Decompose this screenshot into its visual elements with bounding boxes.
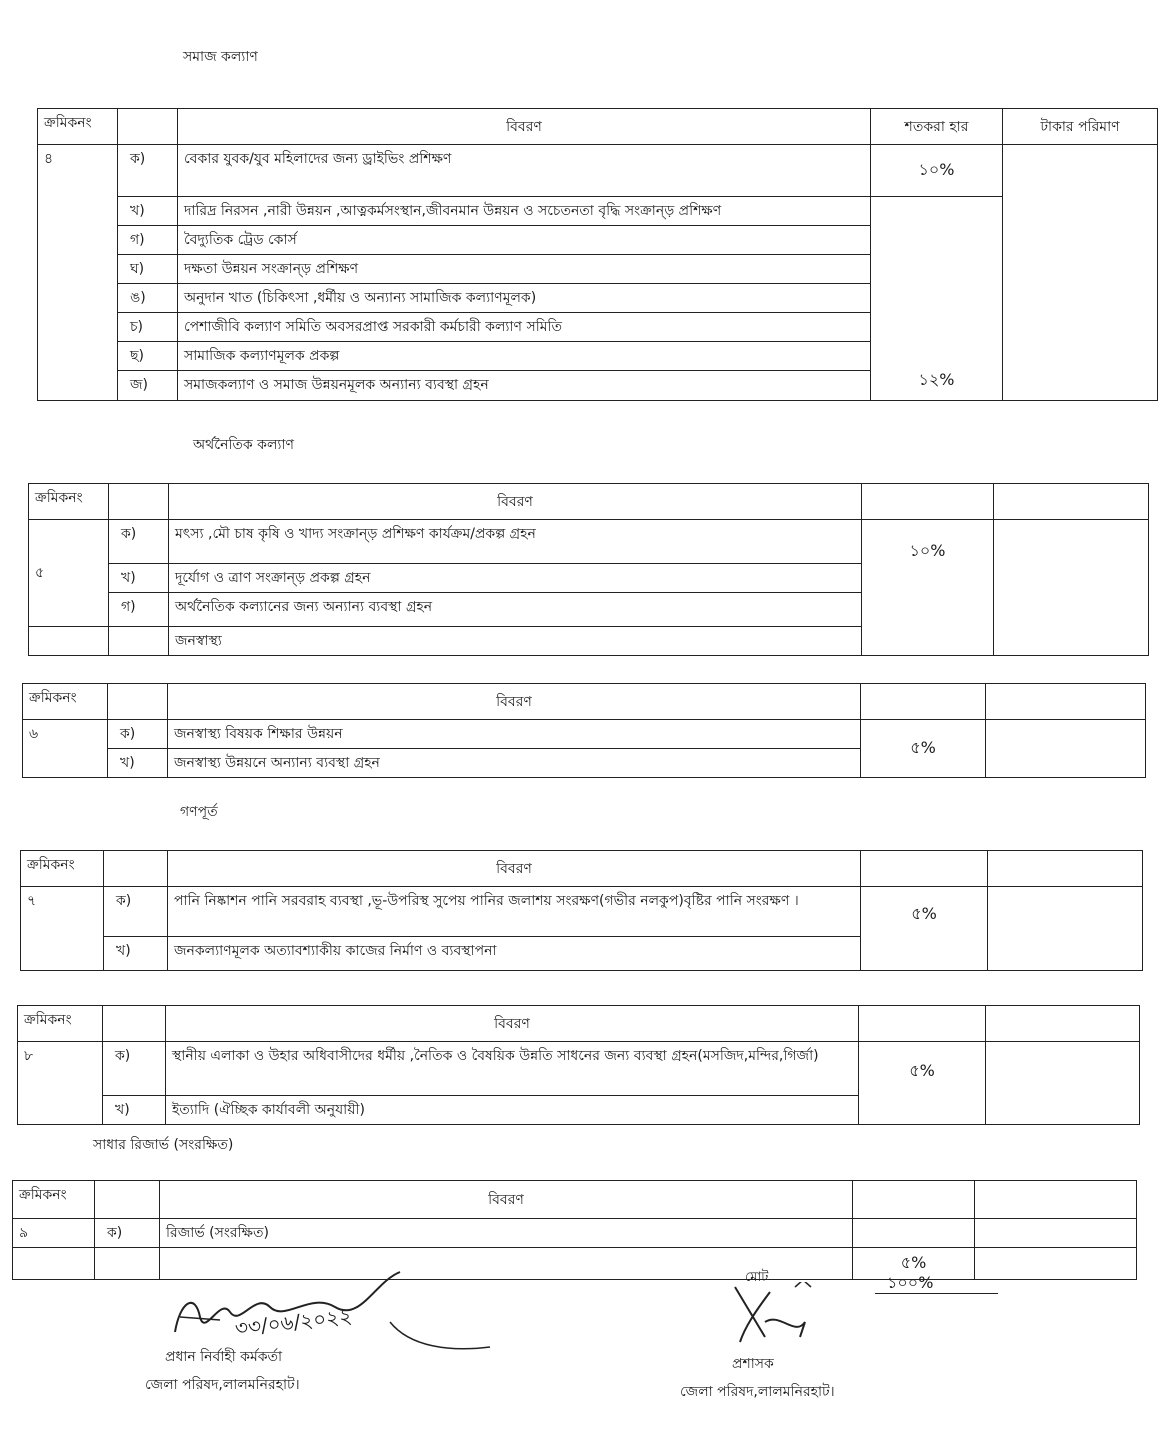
row-description: জনস্বাস্থ্য xyxy=(169,627,862,656)
row-description: সমাজকল্যাণ ও সমাজ উন্নয়নমূলক অন্যান্য ব্যবস্থা গ্রহন xyxy=(178,371,871,401)
sub-label: খ) xyxy=(104,937,168,971)
total-value: ১০০% xyxy=(887,1273,934,1292)
table-section-7 xyxy=(20,850,1143,971)
table-section-8 xyxy=(17,1005,1140,1125)
sub-label: খ) xyxy=(103,1096,166,1125)
serial-number: ৯ xyxy=(13,1219,95,1248)
header-description: বিবরণ xyxy=(169,484,862,520)
row-description: অর্থনৈতিক কল্যানের জন্য অন্যান্য ব্যবস্থা গ্রহন xyxy=(169,593,862,627)
right-signatory-office: জেলা পরিষদ,লালমনিরহাট। xyxy=(680,1384,835,1400)
row-description: মৎস্য ,মৌ চাষ কৃষি ও খাদ্য সংক্রান্ড় প্রশিক্ষণ কার্যক্রম/প্রকল্প গ্রহন xyxy=(169,520,862,564)
header-serial: ক্রমিকনং xyxy=(38,109,118,145)
rate-value: ১০% xyxy=(871,145,1003,197)
sub-label: ক) xyxy=(103,1042,166,1096)
header-amount: টাকার পরিমাণ xyxy=(1003,109,1158,145)
serial-number: ৮ xyxy=(18,1042,103,1125)
sub-label: ক) xyxy=(118,145,178,197)
amount-cell xyxy=(1003,145,1158,401)
amount-cell xyxy=(988,887,1143,971)
sub-label: গ) xyxy=(118,226,178,255)
section-title-public-works: গণপূর্ত xyxy=(180,804,218,820)
left-signatory-office: জেলা পরিষদ,লালমনিরহাট। xyxy=(145,1377,300,1393)
header-serial: ক্রমিকনং xyxy=(29,484,109,520)
row-description: ইত্যাদি (ঐচ্ছিক কার্যাবলী অনুযায়ী) xyxy=(166,1096,859,1125)
rate-value: ১০% xyxy=(862,520,994,656)
section-title-social-welfare: সমাজ কল্যাণ xyxy=(183,49,258,65)
rate-value: ৫% xyxy=(861,720,986,778)
sub-label: খ) xyxy=(109,564,169,593)
row-description: দক্ষতা উন্নয়ন সংক্রান্ড় প্রশিক্ষণ xyxy=(178,255,871,284)
amount-cell xyxy=(986,720,1146,778)
left-signatory-title: প্রধান নির্বাহী কর্মকর্তা xyxy=(165,1349,283,1365)
header-serial: ক্রমিকনং xyxy=(21,851,104,887)
header-description: বিবরণ xyxy=(166,1006,859,1042)
right-signature xyxy=(725,1282,825,1352)
sub-label: ক) xyxy=(104,887,168,937)
sub-label: ক) xyxy=(108,720,168,749)
amount-cell xyxy=(994,520,1149,656)
sub-label: চ) xyxy=(118,313,178,342)
header-description: বিবরণ xyxy=(178,109,871,145)
table-section-6 xyxy=(22,683,1146,778)
row-description: রিজার্ভ (সংরক্ষিত) xyxy=(160,1219,853,1248)
rate-value: ৫% xyxy=(859,1042,986,1125)
section-title-general-reserve: সাধার রিজার্ভ (সংরক্ষিত) xyxy=(93,1137,234,1153)
row-description: অনুদান খাত (চিকিৎসা ,ধর্মীয় ও অন্যান্য সামাজিক কল্যাণমূলক) xyxy=(178,284,871,313)
row-description: সামাজিক কল্যাণমূলক প্রকল্প xyxy=(178,342,871,371)
rate-value: ৫% xyxy=(861,887,988,971)
signature-date: ৩৩/০৬/২০২২ xyxy=(233,1303,354,1341)
serial-number: ৬ xyxy=(23,720,108,778)
sub-label: জ) xyxy=(118,371,178,401)
header-description: বিবরণ xyxy=(168,684,861,720)
serial-number: ৫ xyxy=(29,520,109,627)
serial-number: ৭ xyxy=(21,887,104,971)
header-rate: শতকরা হার xyxy=(871,109,1003,145)
row-description: জনস্বাস্থ্য বিষয়ক শিক্ষার উন্নয়ন xyxy=(168,720,861,749)
sub-label: খ) xyxy=(118,197,178,226)
sub-label: ক) xyxy=(95,1219,160,1248)
row-description: জনস্বাস্থ্য উন্নয়নে অন্যান্য ব্যবস্থা গ্রহন xyxy=(168,749,861,778)
header-serial: ক্রমিকনং xyxy=(23,684,108,720)
right-signatory-title: প্রশাসক xyxy=(732,1356,774,1372)
row-description: পেশাজীবি কল্যাণ সমিতি অবসরপ্রাপ্ত সরকারী কর্মচারী কল্যাণ সমিতি xyxy=(178,313,871,342)
sub-label: ঙ) xyxy=(118,284,178,313)
row-description: জনকল্যাণমূলক অত্যাবশ্যাকীয় কাজের নির্মাণ ও ব্যবস্থাপনা xyxy=(168,937,861,971)
sub-label: খ) xyxy=(108,749,168,778)
total-label: মোট xyxy=(745,1270,769,1285)
amount-cell xyxy=(986,1042,1140,1125)
table-section-4 xyxy=(37,108,1158,401)
table-section-5 xyxy=(28,483,1149,656)
row-description: স্থানীয় এলাকা ও উহার অধিবাসীদের ধর্মীয় ,নৈতিক ও বৈষয়িক উন্নতি সাধনের জন্য ব্যবস্থা গ্রহন(মসজিদ,মন্দির,গির্জা) xyxy=(166,1042,859,1096)
sub-label: ঘ) xyxy=(118,255,178,284)
header-description: বিবরণ xyxy=(168,851,861,887)
header-serial: ক্রমিকনং xyxy=(18,1006,103,1042)
header-description: বিবরণ xyxy=(160,1181,853,1219)
row-description: দূর্যোগ ও ত্রাণ সংক্রান্ড় প্রকল্প গ্রহন xyxy=(169,564,862,593)
rate-value: ৫% xyxy=(853,1248,975,1280)
section-title-economic-welfare: অর্থনৈতিক কল্যাণ xyxy=(193,437,294,453)
row-description: বেকার যুবক/যুব মহিলাদের জন্য ড্রাইভিং প্রশিক্ষণ xyxy=(178,145,871,197)
rate-value: ১২% xyxy=(871,197,1003,401)
sub-label: ক) xyxy=(109,520,169,564)
row-description: পানি নিষ্কাশন পানি সরবরাহ ব্যবস্থা ,ভূ-উপরিস্থ সুপেয় পানির জলাশয় সংরক্ষণ(গভীর নলকুপ)বৃষ্টির পানি সংরক্ষণ । xyxy=(168,887,861,937)
sub-label: গ) xyxy=(109,593,169,627)
serial-number: ৪ xyxy=(38,145,118,401)
sub-label: ছ) xyxy=(118,342,178,371)
row-description: দারিদ্র নিরসন ,নারী উন্নয়ন ,আত্নকর্মসংস্থান,জীবনমান উন্নয়ন ও সচেতনতা বৃদ্ধি সংক্রান্ড় প্রশিক্ষণ xyxy=(178,197,871,226)
header-serial: ক্রমিকনং xyxy=(13,1181,95,1219)
total-underline xyxy=(875,1293,998,1294)
row-description: বৈদ্যুতিক ট্রেড কোর্স xyxy=(178,226,871,255)
